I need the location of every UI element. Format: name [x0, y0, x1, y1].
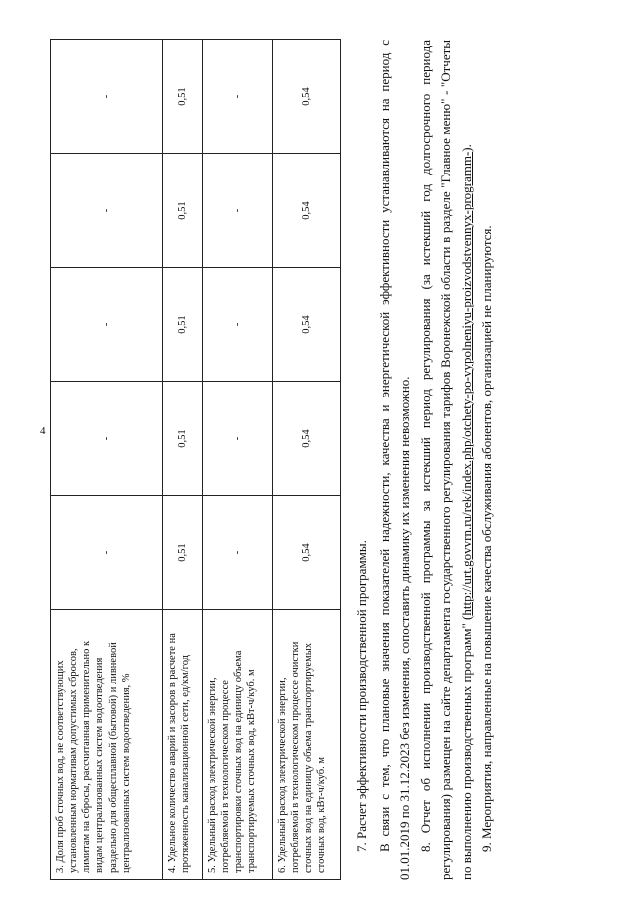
table-row [163, 40, 203, 880]
table-cell: - [203, 268, 273, 382]
table-cell: - [203, 40, 273, 154]
section-8-text-end: ). [458, 144, 474, 152]
table-cell: - [203, 382, 273, 496]
table-cell: - [51, 268, 163, 382]
table-cell: - [51, 40, 163, 154]
table-cell: - [51, 496, 163, 610]
page-number: 4 [40, 425, 46, 437]
table-cell: 0,51 [163, 268, 203, 382]
reports-link[interactable]: http://urt.govvrn.ru/rek/index.php/otchety-po-vypolneniyu-proizvodstvennyx-programm- [458, 151, 474, 616]
section-9-paragraph: 9. Мероприятия, направленные на повышение качества обслуживания абонентов, организацией не планируются. [479, 225, 494, 852]
table-row [203, 40, 273, 880]
table-cell: - [51, 382, 163, 496]
rotated-page-content [50, 20, 620, 880]
table-cell: 0,54 [273, 154, 341, 268]
table-cell: 0,54 [273, 382, 341, 496]
table-cell: - [203, 154, 273, 268]
row-label: 6. Удельный расход электрической энергии, потребляемой в технологическом процессе очистки сточных вод на единицу объема транспортируемых сточных вод, кВт-ч/куб. м [273, 610, 341, 880]
table-cell: 0,51 [163, 382, 203, 496]
table-cell: 0,54 [273, 268, 341, 382]
body-text [352, 40, 498, 880]
section-7-heading: 7. Расчет эффективности производственной программы. [354, 540, 369, 852]
section-8-text: 8. Отчет об исполнении производственной программы за истекший период регулирования (за истекший год долгосрочного периода регулирования) размещен на сайте департамента государственного регулирования тарифов Воронежской области в разделе "Главное меню" - "Отчеты по выполнению производственных программ" ( [417, 40, 474, 880]
table-cell: - [203, 496, 273, 610]
row-label: 4. Удельное количество аварий и засоров в расчете на протяженность канализационной сети, ед/км/год [163, 610, 203, 880]
table-cell: 0,51 [163, 40, 203, 154]
table-cell: 0,54 [273, 496, 341, 610]
table-cell: 0,54 [273, 40, 341, 154]
table-cell: 0,51 [163, 154, 203, 268]
table-row [51, 40, 163, 880]
table-row [273, 40, 341, 880]
section-8-paragraph [416, 40, 478, 880]
table-cell: - [51, 154, 163, 268]
section-7-paragraph: В связи с тем, что плановые значения показателей надежности, качества и энергетической эффективности устанавливаются на период с 01.01.2019 по 31.12.2023 без изменения, сопоставить динамику их изменения невозможно. [376, 40, 412, 880]
table-cell: 0,51 [163, 496, 203, 610]
row-label: 5. Удельный расход электрической энергии, потребляемой в технологическом процессе транспортировки сточных вод на единицу объема транспортируемых сточных вод, кВт-ч/куб. м [203, 610, 273, 880]
row-label: 3. Доля проб сточных вод, не соответствующих установленным нормативам допустимых сбросов, лимитам на сбросы, рассчитанная применительно к видам централизованных систем водоотведения раздельно для общесплавной (бытовой) и ливневой централизованных систем водоотведения, % [51, 610, 163, 880]
indicators-table [50, 39, 341, 880]
